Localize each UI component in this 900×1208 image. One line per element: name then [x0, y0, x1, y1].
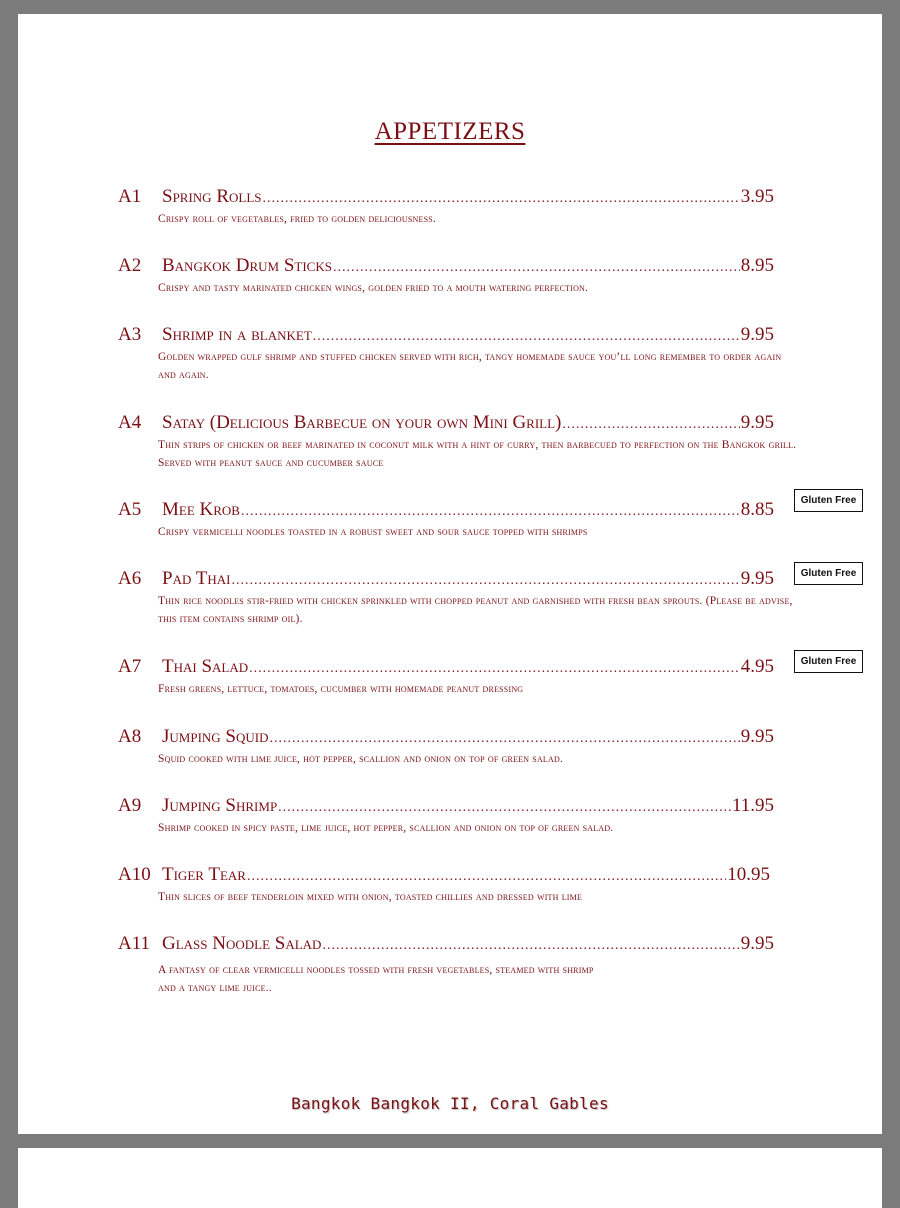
item-price: 9.95: [740, 324, 774, 345]
item-description: Crispy roll of vegetables, fried to golden deliciousness.: [158, 213, 436, 225]
item-name: Shrimp in a blanket: [162, 324, 312, 345]
item-description: Thin strips of chicken or beef marinated in coconut milk with a hint of curry, then barbecued to perfection on the Bangkok grill. Served with peanut sauce and cucumber sauce: [158, 439, 797, 469]
item-name: Tiger Tear: [162, 864, 246, 885]
item-name: Thai Salad: [162, 656, 249, 677]
item-description: Thin slices of beef tenderloin mixed with onion, toasted chillies and dressed with lime: [158, 891, 583, 903]
item-code: A1: [118, 186, 142, 207]
item-name: Jumping Shrimp: [162, 795, 278, 816]
item-price: 9.95: [740, 568, 774, 589]
item-name: Bangkok Drum Sticks: [162, 255, 332, 276]
item-description: Crispy and tasty marinated chicken wings, golden fried to a mouth watering perfection.: [158, 282, 589, 294]
item-description: Crispy vermicelli noodles toasted in a robust sweet and sour sauce topped with shrimps: [158, 526, 588, 538]
item-description: Shrimp cooked in spicy paste, lime juice, hot pepper, scallion and onion on top of green salad.: [158, 822, 614, 834]
item-code: A3: [118, 324, 142, 345]
item-price: 8.85: [740, 499, 774, 520]
item-price: 4.95: [740, 656, 774, 677]
item-price: 9.95: [740, 933, 774, 954]
item-description: Golden wrapped gulf shrimp and stuffed chicken served with rich, tangy homemade sauce you’ll long remember to order again and again.: [158, 351, 782, 381]
item-code: A7: [118, 656, 142, 677]
item-name: Spring Rolls: [162, 186, 262, 207]
item-price: 11.95: [731, 795, 774, 816]
item-description: Fresh greens, lettuce, tomatoes, cucumber with homemade peanut dressing: [158, 683, 524, 695]
section-title: APPETIZERS: [374, 118, 526, 145]
item-name: Satay (Delicious Barbecue on your own Mini Grill): [162, 412, 562, 433]
dot-leader: [247, 869, 726, 885]
item-code: A11: [118, 933, 151, 954]
dot-leader: [263, 191, 740, 207]
dot-leader: [313, 329, 740, 345]
dot-leader: [333, 260, 740, 276]
item-code: A10: [118, 864, 151, 885]
item-code: A5: [118, 499, 142, 520]
dot-leader: [322, 938, 739, 954]
item-code: A2: [118, 255, 142, 276]
dot-leader: [278, 800, 731, 816]
item-name: Mee Krob: [162, 499, 240, 520]
gluten-free-badge: Gluten Free: [794, 562, 863, 585]
gluten-free-badge: Gluten Free: [794, 489, 863, 512]
dot-leader: [249, 661, 740, 677]
restaurant-footer: Bangkok Bangkok II, Coral Gables: [291, 1094, 609, 1113]
dot-leader: [231, 573, 739, 589]
dot-leader: [270, 731, 740, 747]
item-code: A6: [118, 568, 142, 589]
item-price: 9.95: [740, 412, 774, 433]
item-code: A8: [118, 726, 142, 747]
item-price: 8.95: [740, 255, 774, 276]
item-price: 3.95: [740, 186, 774, 207]
next-page: [18, 1148, 882, 1208]
item-description: A fantasy of clear vermicelli noodles tossed with fresh vegetables, steamed with shrimp and a tangy lime juice..: [158, 964, 594, 994]
item-code: A4: [118, 412, 142, 433]
item-price: 10.95: [727, 864, 770, 885]
dot-leader: [241, 504, 740, 520]
item-description: Thin rice noodles stir-fried with chicken sprinkled with chopped peanut and garnished with fresh bean sprouts. (Please be advise, this item contains shrimp oil).: [158, 595, 793, 625]
item-description: Squid cooked with lime juice, hot pepper, scallion and onion on top of green salad.: [158, 753, 564, 765]
gluten-free-badge: Gluten Free: [794, 650, 863, 673]
item-name: Pad Thai: [162, 568, 231, 589]
item-price: 9.95: [740, 726, 774, 747]
menu-page: [18, 14, 882, 1134]
item-name: Glass Noodle Salad: [162, 933, 322, 954]
dot-leader: [562, 417, 739, 433]
item-code: A9: [118, 795, 142, 816]
item-name: Jumping Squid: [162, 726, 269, 747]
